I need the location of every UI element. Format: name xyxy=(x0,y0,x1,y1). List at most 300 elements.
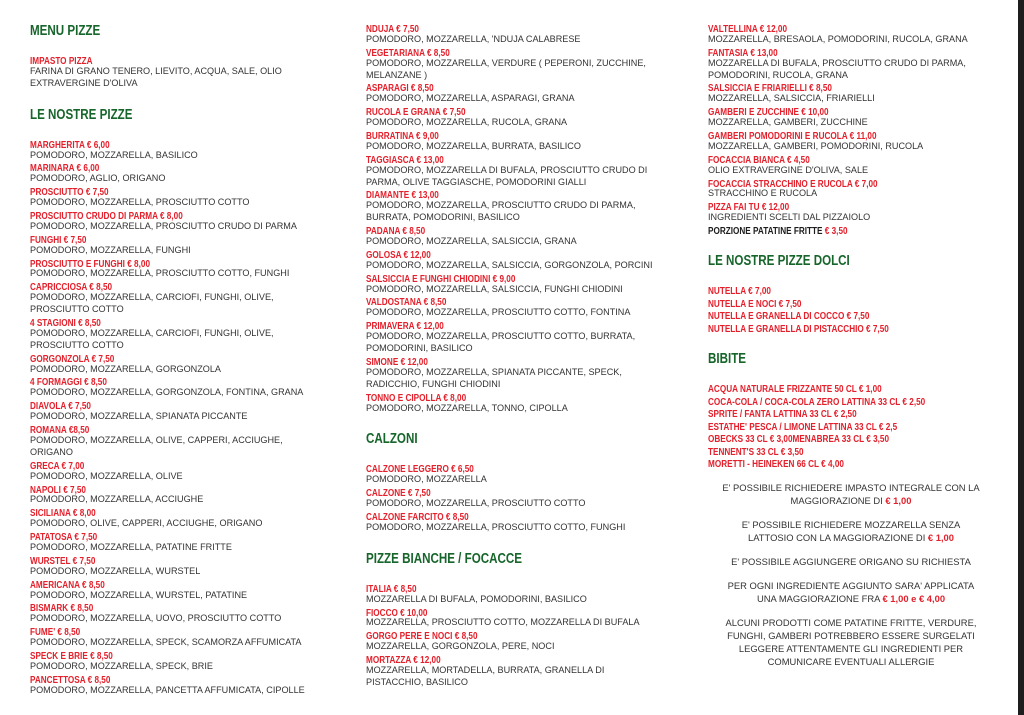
menu-item-name-text: PROSCIUTTO E FUNGHI € 8,00 xyxy=(30,257,150,270)
menu-item-ingredients: POMODORO, MOZZARELLA, OLIVE xyxy=(30,470,183,481)
menu-list-item xyxy=(708,445,994,458)
section-heading xyxy=(366,551,686,567)
menu-item-name xyxy=(366,48,450,60)
menu-item-ingredients: POMODORO, MOZZARELLA, PROSCIUTTO COTTO, BURRATA, xyxy=(366,331,636,342)
info-note xyxy=(708,616,994,668)
menu-list-item xyxy=(708,322,994,335)
menu-item-ingredients: POMODORO, MOZZARELLA, PATATINE FRITTE xyxy=(30,541,232,552)
menu-item-ingredients: PROSCIUTTO COTTO xyxy=(30,339,124,350)
menu-item-ingredients: POMODORO, MOZZARELLA, CARCIOFI, FUNGHI, OLIVE, xyxy=(30,327,274,338)
menu-item xyxy=(366,319,686,355)
menu-item-ingredients: POMODORINI, BASILICO xyxy=(366,343,473,354)
menu-item-title xyxy=(30,506,350,518)
menu-item xyxy=(366,391,686,415)
menu-item-name xyxy=(366,190,439,202)
menu-item-name xyxy=(30,354,114,366)
menu-item-title xyxy=(366,510,686,522)
info-note-text: E' POSSIBILE RICHIEDERE IMPASTO INTEGRALE CON LA xyxy=(722,481,980,493)
menu-item-name xyxy=(708,202,789,214)
menu-item-name xyxy=(30,377,107,389)
menu-item-title xyxy=(366,153,686,165)
info-note-text: E' POSSIBILE RICHIEDERE MOZZARELLA SENZA xyxy=(741,518,961,530)
menu-item-name xyxy=(30,140,110,152)
section-heading xyxy=(708,253,994,269)
menu-item-name xyxy=(30,282,112,294)
menu-item-ingredients: POMODORO, MOZZARELLA, 'NDUJA CALABRESE xyxy=(366,33,581,44)
menu-item-title xyxy=(30,209,350,221)
menu-item-name-text: ROMANA €8,50 xyxy=(30,424,90,437)
menu-item-title xyxy=(366,486,686,498)
info-note-line xyxy=(708,518,994,531)
menu-item-name xyxy=(30,259,150,271)
menu-column-left xyxy=(30,22,350,697)
menu-item-title xyxy=(366,653,686,665)
menu-item-name-text: SPECK E BRIE € 8,50 xyxy=(30,649,113,662)
menu-item-ingredients: POMODORO, MOZZARELLA, OLIVE, CAPPERI, ACCIUGHE, xyxy=(30,434,283,445)
menu-item-ingredients: POMODORO, MOZZARELLA, RUCOLA, GRANA xyxy=(366,117,568,128)
menu-item-name-text: VALDOSTANA € 8,50 xyxy=(366,296,447,309)
menu-column-middle xyxy=(366,22,686,689)
menu-item-name xyxy=(366,321,444,333)
menu-item-title xyxy=(30,649,350,661)
menu-list-item-text: NUTELLA E GRANELLA DI COCCO € 7,50 xyxy=(708,310,870,323)
menu-item-title xyxy=(708,105,994,117)
info-note-text: MAGGIORAZIONE DI xyxy=(790,494,886,506)
window-edge xyxy=(1018,0,1024,715)
menu-item-name xyxy=(30,603,93,615)
menu-item-title xyxy=(30,185,350,197)
menu-item-name xyxy=(366,655,441,667)
menu-item-name xyxy=(366,464,474,476)
menu-item-title xyxy=(30,625,350,637)
menu-item-name-text: BISMARK € 8,50 xyxy=(30,602,94,615)
menu-item-name xyxy=(366,24,419,36)
menu-item-name-text: NAPOLI € 7,50 xyxy=(30,483,86,496)
menu-item-ingredients: MOZZARELLA DI BUFALA, PROSCIUTTO CRUDO DI PARMA, xyxy=(708,57,966,68)
menu-item-title xyxy=(708,153,994,165)
menu-item xyxy=(30,649,350,673)
menu-item-title xyxy=(30,530,350,542)
menu-item-name xyxy=(30,461,84,473)
menu-item-title xyxy=(30,54,350,66)
menu-item xyxy=(30,375,350,399)
menu-item-title xyxy=(30,375,350,387)
menu-item-name xyxy=(708,226,848,238)
menu-list-item-text: MORETTI - HEINEKEN 66 CL € 4,00 xyxy=(708,458,844,471)
menu-item-title xyxy=(30,601,350,613)
menu-item-name-text: PADANA € 8,50 xyxy=(366,225,426,238)
info-note-text: UNA MAGGIORAZIONE FRA xyxy=(756,592,883,604)
menu-list-item xyxy=(708,432,994,445)
section-heading-text: PIZZE BIANCHE / FOCACCE xyxy=(366,550,522,567)
menu-item-ingredients: MOZZARELLA, PROSCIUTTO COTTO, MOZZARELLA DI BUFALA xyxy=(366,617,640,628)
menu-item xyxy=(30,316,350,352)
menu-item xyxy=(30,625,350,649)
menu-item-ingredients: POMODORO, MOZZARELLA, PROSCIUTTO COTTO, FUNGHI xyxy=(30,268,290,279)
menu-item-name-text: GOLOSA € 12,00 xyxy=(366,248,431,261)
info-note xyxy=(708,481,994,507)
menu-item-name-text: MARGHERITA € 6,00 xyxy=(30,138,110,151)
menu-item xyxy=(366,272,686,296)
menu-item-name xyxy=(366,83,434,95)
section-heading xyxy=(708,351,994,367)
menu-item-title xyxy=(708,81,994,93)
menu-item-name-text: TONNO E CIPOLLA € 8,00 xyxy=(366,391,467,404)
menu-item-ingredients: POMODORO, MOZZARELLA, TONNO, CIPOLLA xyxy=(366,402,568,413)
menu-item-ingredients: POMODORO, MOZZARELLA, ACCIUGHE xyxy=(30,494,204,505)
menu-item-ingredients: BURRATA, POMODORINI, BASILICO xyxy=(366,212,520,223)
menu-item-ingredients: POMODORO, MOZZARELLA, PROSCIUTTO COTTO xyxy=(30,197,250,208)
menu-item-ingredients: ORIGANO xyxy=(30,446,73,457)
menu-list-item xyxy=(708,297,994,310)
section-heading-text: BIBITE xyxy=(708,351,747,368)
menu-item-name xyxy=(366,608,427,620)
menu-item-name-text: PROSCIUTTO CRUDO DI PARMA € 8,00 xyxy=(30,210,183,223)
menu-item-title xyxy=(30,138,350,150)
menu-item-name xyxy=(708,131,877,143)
menu-item-ingredients: POMODORO, MOZZARELLA DI BUFALA, PROSCIUTTO CRUDO DI xyxy=(366,164,648,175)
menu-item-title xyxy=(30,673,350,685)
section-heading xyxy=(30,107,350,123)
menu-item-name xyxy=(366,631,478,643)
menu-item-name xyxy=(30,556,95,568)
info-note-text: ALCUNI PRODOTTI COME PATATINE FRITTE, VERDURE, xyxy=(725,616,977,628)
menu-list-item-text: NUTELLA € 7,00 xyxy=(708,285,771,298)
menu-item-name-text: RUCOLA E GRANA € 7,50 xyxy=(366,106,466,119)
menu-item-name xyxy=(30,532,97,544)
menu-item-name xyxy=(366,250,431,262)
menu-item-ingredients: POMODORO, MOZZARELLA, BASILICO xyxy=(30,149,198,160)
menu-item xyxy=(366,81,686,105)
info-note-line xyxy=(708,592,994,605)
info-note-line xyxy=(708,555,994,568)
menu-item-name xyxy=(708,107,829,119)
menu-item-ingredients: POMODORO, MOZZARELLA, ASPARAGI, GRANA xyxy=(366,93,575,104)
menu-item-name xyxy=(366,357,428,369)
menu-item-ingredients: POMODORO, MOZZARELLA, SPIANATA PICCANTE, SPECK, xyxy=(366,366,622,377)
menu-item-ingredients: MOZZARELLA DI BUFALA, POMODORINI, BASILICO xyxy=(366,593,587,604)
menu-item-name-text: PATATOSA € 7,50 xyxy=(30,531,98,544)
menu-item xyxy=(366,188,686,224)
menu-item-ingredients: INGREDIENTI SCELTI DAL PIZZAIOLO xyxy=(708,212,871,223)
menu-item-ingredients: POMODORO, MOZZARELLA xyxy=(366,474,487,485)
menu-item-title xyxy=(30,399,350,411)
menu-list-item-text: TENNENT'S 33 CL € 3,50 xyxy=(708,445,804,458)
info-note-text: PER OGNI INGREDIENTE AGGIUNTO SARA' APPLICATA xyxy=(727,579,975,591)
menu-item-ingredients: PARMA, OLIVE TAGGIASCHE, POMODORINI GIALLI xyxy=(366,176,587,187)
menu-item xyxy=(366,248,686,272)
menu-list-item-text: NUTELLA E NOCI € 7,50 xyxy=(708,297,802,310)
menu-item-title xyxy=(708,129,994,141)
menu-item-ingredients: POMODORO, MOZZARELLA, SALSICCIA, GRANA xyxy=(366,236,577,247)
menu-item-ingredients: MELANZANE ) xyxy=(366,69,428,80)
menu-item xyxy=(708,46,994,82)
menu-item-name-text: TAGGIASCA € 13,00 xyxy=(366,153,444,166)
menu-item-name-text: GAMBERI E ZUCCHINE € 10,00 xyxy=(708,106,829,119)
menu-item-name-text: BURRATINA € 9,00 xyxy=(366,130,439,143)
menu-item xyxy=(30,601,350,625)
menu-list-item xyxy=(708,420,994,433)
menu-item-title xyxy=(366,81,686,93)
menu-item-name-text: SIMONE € 12,00 xyxy=(366,355,428,368)
menu-item-ingredients: POMODORO, MOZZARELLA, SALSICCIA, GORGONZOLA, PORCINI xyxy=(366,259,653,270)
info-note-text: E' POSSIBILE AGGIUNGERE ORIGANO SU RICHIESTA xyxy=(731,555,971,567)
menu-item-name xyxy=(366,155,444,167)
menu-item-ingredients: PROSCIUTTO COTTO xyxy=(30,304,124,315)
menu-item-name xyxy=(30,425,89,437)
menu-item-name xyxy=(30,163,99,175)
menu-item-title xyxy=(30,233,350,245)
menu-item-name-text: SICILIANA € 8,00 xyxy=(30,507,96,520)
menu-item xyxy=(708,22,994,46)
menu-item-title xyxy=(366,248,686,260)
menu-item-name-text: PORZIONE PATATINE FRITTE xyxy=(708,225,823,238)
menu-item-name-text: FUNGHI € 7,50 xyxy=(30,233,87,246)
menu-list-item xyxy=(708,284,994,297)
menu-item xyxy=(366,46,686,82)
menu-item-ingredients: POMODORO, MOZZARELLA, PROSCIUTTO COTTO, FUNGHI xyxy=(366,521,626,532)
menu-item-name-text: PANCETTOSA € 8,50 xyxy=(30,673,111,686)
menu-item-ingredients: POMODORO, MOZZARELLA, CARCIOFI, FUNGHI, OLIVE, xyxy=(30,292,274,303)
menu-item-name xyxy=(30,627,80,639)
menu-item xyxy=(30,399,350,423)
menu-item-ingredients: MOZZARELLA, BRESAOLA, POMODORINI, RUCOLA, GRANA xyxy=(708,33,968,44)
menu-item-title xyxy=(30,257,350,269)
menu-item-ingredients: MOZZARELLA, GAMBERI, ZUCCHINE xyxy=(708,117,868,128)
menu-item-name xyxy=(366,393,466,405)
info-note xyxy=(708,518,994,544)
menu-item-name xyxy=(366,131,439,143)
menu-item-title xyxy=(366,606,686,618)
menu-item-name xyxy=(30,651,113,663)
menu-item-ingredients: POMODORO, MOZZARELLA, GORGONZOLA xyxy=(30,363,221,374)
menu-item-name-text: 4 STAGIONI € 8,50 xyxy=(30,317,101,330)
menu-item-ingredients: POMODORO, OLIVE, CAPPERI, ACCIUGHE, ORIGANO xyxy=(30,518,263,529)
menu-item-ingredients: PISTACCHIO, BASILICO xyxy=(366,676,468,687)
menu-item xyxy=(30,54,350,90)
menu-item xyxy=(30,423,350,459)
menu-item-name xyxy=(30,485,86,497)
menu-item xyxy=(366,462,686,486)
menu-item-name-text: VALTELLINA € 12,00 xyxy=(708,23,788,35)
menu-item-ingredients: MOZZARELLA, GAMBERI, POMODORINI, RUCOLA xyxy=(708,140,924,151)
info-note-line xyxy=(708,481,994,494)
menu-item xyxy=(30,352,350,376)
menu-item-ingredients: POMODORO, MOZZARELLA, VERDURE ( PEPERONI, ZUCCHINE, xyxy=(366,57,646,68)
menu-item-name-text: GORGO PERE E NOCI € 8,50 xyxy=(366,630,478,643)
menu-item xyxy=(30,233,350,257)
menu-item-name-text: PROSCIUTTO € 7,50 xyxy=(30,186,109,199)
menu-item-name-text: FUME' € 8,50 xyxy=(30,626,81,639)
info-note-line xyxy=(708,494,994,507)
menu-item-name-text: CALZONE € 7,50 xyxy=(366,487,431,500)
menu-list-item xyxy=(708,382,994,395)
menu-item xyxy=(366,355,686,391)
menu-item-name-text: ASPARAGI € 8,50 xyxy=(366,82,434,95)
info-note xyxy=(708,555,994,568)
menu-item-title xyxy=(366,105,686,117)
menu-item-name-text: FIOCCO € 10,00 xyxy=(366,606,428,619)
menu-item-title xyxy=(366,355,686,367)
menu-item-name-text: NDUJA € 7,50 xyxy=(366,23,419,35)
menu-item-title xyxy=(708,22,994,34)
menu-item-title xyxy=(366,319,686,331)
menu-item-name xyxy=(708,155,810,167)
info-note-text: LEGGERE ATTENTAMENTE GLI INGREDIENTI PER xyxy=(738,642,964,654)
menu-item-title xyxy=(366,272,686,284)
menu-item-name xyxy=(366,226,425,238)
menu-item-name-text: MORTAZZA € 12,00 xyxy=(366,654,441,667)
menu-item-ingredients: MOZZARELLA, GORGONZOLA, PERE, NOCI xyxy=(366,641,555,652)
menu-item-ingredients: POMODORO, AGLIO, ORIGANO xyxy=(30,173,166,184)
menu-item-name-text: SALSICCIA E FUNGHI CHIODINI € 9,00 xyxy=(366,272,516,285)
menu-item-title xyxy=(366,224,686,236)
menu-item-name-text: WURSTEL € 7,50 xyxy=(30,554,96,567)
menu-item-ingredients: POMODORINI, RUCOLA, GRANA xyxy=(708,69,848,80)
menu-item-title xyxy=(30,483,350,495)
menu-item-name xyxy=(708,48,778,60)
menu-item-ingredients: POMODORO, MOZZARELLA, SALSICCIA, FUNGHI CHIODINI xyxy=(366,283,623,294)
info-note-price: € 1,00 xyxy=(927,531,954,543)
menu-item-title xyxy=(366,629,686,641)
menu-item-ingredients: MOZZARELLA, SALSICCIA, FRIARIELLI xyxy=(708,93,875,104)
menu-item-ingredients: POMODORO, MOZZARELLA, FUNGHI xyxy=(30,244,191,255)
menu-list-item-text: SPRITE / FANTA LATTINA 33 CL € 2,50 xyxy=(708,408,857,421)
menu-item-ingredients: POMODORO, MOZZARELLA, SPECK, SCAMORZA AFFUMICATA xyxy=(30,637,302,648)
menu-item-title xyxy=(366,129,686,141)
menu-item-ingredients: FARINA DI GRANO TENERO, LIEVITO, ACQUA, SALE, OLIO xyxy=(30,65,282,76)
menu-item-title xyxy=(366,391,686,403)
menu-item-ingredients: MOZZARELLA, MORTADELLA, BURRATA, GRANELLA DI xyxy=(366,664,605,675)
menu-item-ingredients: STRACCHINO E RUCOLA xyxy=(708,188,818,199)
menu-item-title xyxy=(366,188,686,200)
menu-item-name-text: AMERICANA € 8,50 xyxy=(30,578,105,591)
info-note-text: FUNGHI, GAMBERI POTREBBERO ESSERE SURGELATI xyxy=(727,629,975,641)
menu-item-ingredients: POMODORO, MOZZARELLA, PANCETTA AFFUMICATA, CIPOLLE xyxy=(30,684,305,695)
menu-item-name-text: IMPASTO PIZZA xyxy=(30,55,93,67)
menu-item-name xyxy=(366,584,417,596)
menu-item-ingredients: POMODORO, MOZZARELLA, PROSCIUTTO COTTO, FONTINA xyxy=(366,307,631,318)
menu-item xyxy=(366,606,686,630)
menu-item-name xyxy=(30,580,105,592)
menu-item-ingredients: EXTRAVERGINE D'OLIVA xyxy=(30,77,138,88)
menu-item-name-text: SALSICCIA E FRIARIELLI € 8,50 xyxy=(708,82,832,95)
menu-item xyxy=(366,510,686,534)
menu-item-ingredients: POMODORO, MOZZARELLA, UOVO, PROSCIUTTO COTTO xyxy=(30,613,282,624)
menu-item xyxy=(30,673,350,697)
menu-item xyxy=(708,153,994,177)
menu-item-name xyxy=(366,488,431,500)
menu-item-ingredients: POMODORO, MOZZARELLA, PROSCIUTTO CRUDO DI PARMA, xyxy=(366,200,636,211)
menu-item xyxy=(30,483,350,507)
menu-item xyxy=(366,105,686,129)
menu-list-item xyxy=(708,407,994,420)
menu-item-name xyxy=(366,512,469,524)
menu-item-name xyxy=(708,83,832,95)
menu-item-ingredients: POMODORO, MOZZARELLA, BURRATA, BASILICO xyxy=(366,140,581,151)
menu-item-name-text: CAPRICCIOSA € 8,50 xyxy=(30,281,113,294)
menu-item xyxy=(708,81,994,105)
menu-item-name-text: FOCACCIA STRACCHINO E RUCOLA € 7,00 xyxy=(708,177,878,190)
menu-list-item xyxy=(708,395,994,408)
menu-list xyxy=(708,284,994,334)
menu-item-title xyxy=(708,177,994,189)
menu-item-title xyxy=(30,423,350,435)
menu-item-name-text: CALZONE LEGGERO € 6,50 xyxy=(366,463,474,476)
menu-item-name-text: FOCACCIA BIANCA € 4,50 xyxy=(708,153,810,166)
menu-item-ingredients: POMODORO, MOZZARELLA, PROSCIUTTO COTTO xyxy=(366,498,586,509)
menu-item-name xyxy=(30,211,183,223)
menu-item xyxy=(30,506,350,530)
info-note-line xyxy=(708,642,994,655)
menu-item-price: € 3,50 xyxy=(824,225,848,238)
menu-item xyxy=(30,138,350,162)
menu-item-name-text: FANTASIA € 13,00 xyxy=(708,46,778,59)
menu-list-item-text: OBECKS 33 CL € 3,00MENABREA 33 CL € 3,50 xyxy=(708,433,890,446)
menu-item xyxy=(366,224,686,248)
menu-item xyxy=(366,582,686,606)
menu-item xyxy=(366,22,686,46)
menu-item-title xyxy=(708,46,994,58)
menu-item xyxy=(366,629,686,653)
menu-item-name xyxy=(30,401,91,413)
info-note-price: € 1,00 e € 4,00 xyxy=(882,592,946,604)
menu-item-title xyxy=(30,161,350,173)
menu-item-name-text: DIAMANTE € 13,00 xyxy=(366,189,439,202)
menu-item-title xyxy=(30,578,350,590)
menu-item-name xyxy=(30,56,92,68)
menu-item-title xyxy=(366,582,686,594)
menu-item-name xyxy=(30,318,101,330)
menu-item-name-text: PIZZA FAI TU € 12,00 xyxy=(708,201,790,214)
menu-column-right xyxy=(708,22,994,668)
menu-item-name xyxy=(30,235,86,247)
menu-item-name xyxy=(30,187,109,199)
menu-item-title xyxy=(366,22,686,34)
menu-item-name-text: VEGETARIANA € 8,50 xyxy=(366,46,450,59)
menu-item-title xyxy=(30,316,350,328)
menu-item-name xyxy=(30,675,110,687)
menu-item xyxy=(30,578,350,602)
menu-item xyxy=(708,224,994,236)
menu-item-title xyxy=(708,200,994,212)
menu-item-title xyxy=(366,295,686,307)
menu-item-name-text: DIAVOLA € 7,50 xyxy=(30,400,91,413)
menu-item xyxy=(30,554,350,578)
menu-item-name-text: GRECA € 7,00 xyxy=(30,459,85,472)
menu-item-ingredients: POMODORO, MOZZARELLA, WURSTEL, PATATINE xyxy=(30,589,248,600)
menu-item-ingredients: POMODORO, MOZZARELLA, SPIANATA PICCANTE xyxy=(30,411,248,422)
info-note xyxy=(708,579,994,605)
menu-item xyxy=(30,530,350,554)
menu-item xyxy=(708,200,994,224)
menu-item xyxy=(366,129,686,153)
menu-list-item xyxy=(708,457,994,470)
menu-item xyxy=(366,295,686,319)
menu-item-title xyxy=(30,459,350,471)
menu-item-ingredients: POMODORO, MOZZARELLA, WURSTEL xyxy=(30,565,201,576)
menu-list-item xyxy=(708,309,994,322)
info-note-line xyxy=(708,655,994,668)
menu-item-name xyxy=(30,508,96,520)
section-heading-text: LE NOSTRE PIZZE xyxy=(30,106,133,123)
menu-item-title xyxy=(366,462,686,474)
info-note-text: COMUNICARE EVENTUALI ALLERGIE xyxy=(767,655,935,667)
info-note-line xyxy=(708,579,994,592)
menu-item-title xyxy=(30,280,350,292)
menu-item-ingredients: POMODORO, MOZZARELLA, SPECK, BRIE xyxy=(30,660,213,671)
menu-item-name-text: CALZONE FARCITO € 8,50 xyxy=(366,510,469,523)
